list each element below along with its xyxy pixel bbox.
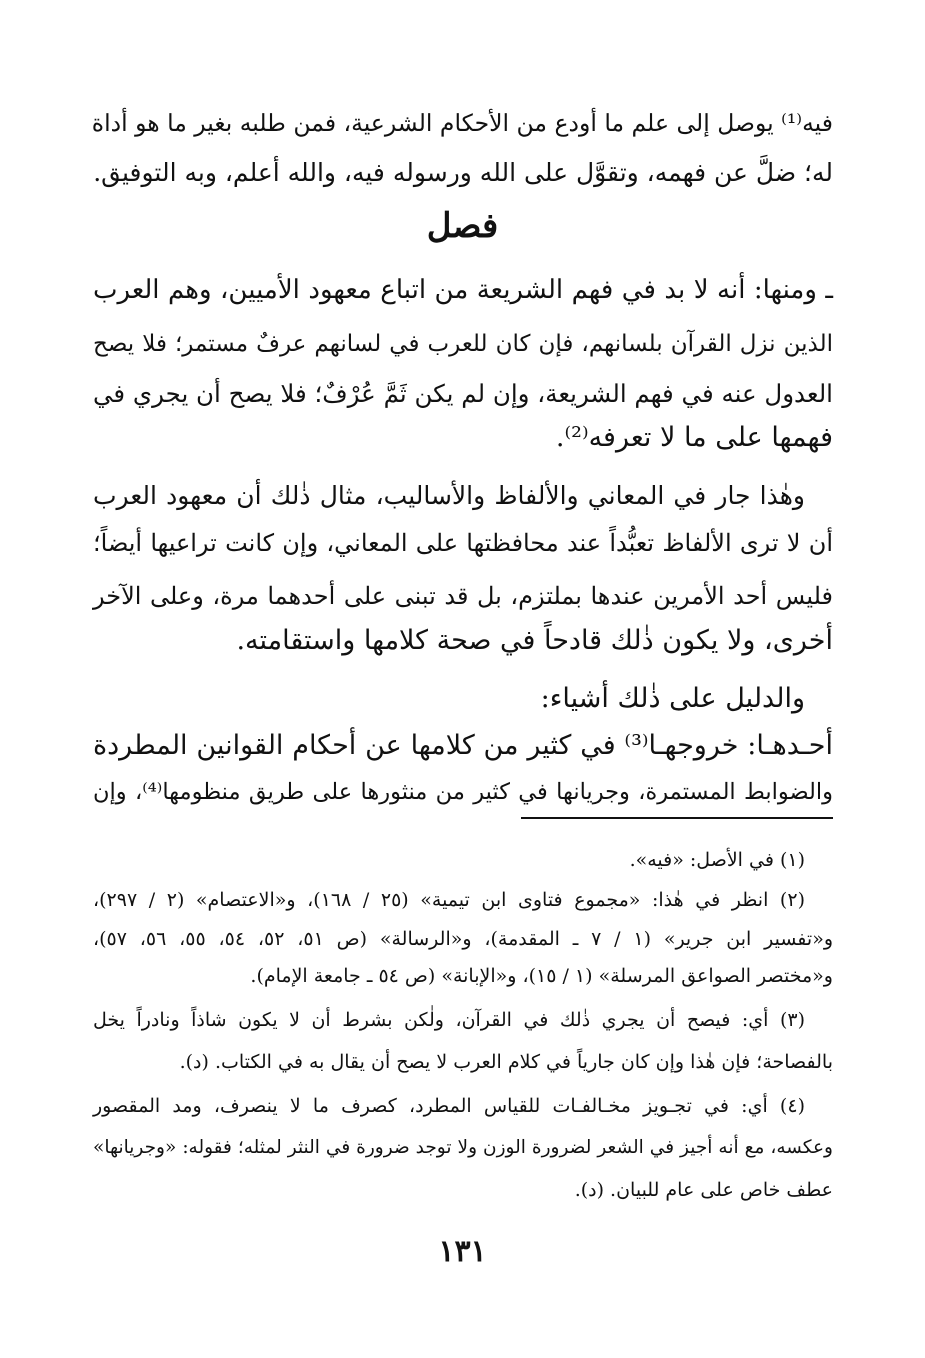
footnote-line: و«مختصر الصواعق المرسلة» (١ / ١٥)، و«الإبانة» (ص ٥٤ ـ جامعة الإمام).: [250, 965, 833, 987]
body-text-line: وهٰذا جار في المعاني والألفاظ والأساليب، مثال ذٰلك أن معهود العرب: [93, 481, 805, 510]
body-text-line: فليس أحد الأمرين عندها بملتزم، بل قد تبنى على أحدهما مرة، وعلى الآخر: [93, 582, 833, 610]
footnote-line: (١) في الأصل: «فيه».: [629, 849, 805, 871]
footnote-line: (٢) انظر في هٰذا: «مجموع فتاوى ابن تيمية» (٢٥ / ١٦٨)، و«الاعتصام» (٢ / ٢٩٧)،: [93, 889, 805, 911]
body-text-line: فيه⁽¹⁾ يوصل إلى علم ما أودع من الأحكام الشرعية، فمن طلبه بغير ما هو أداة: [91, 109, 833, 137]
footnote-line: (٤) أي: في تجـويز مخـالفـات للقياس المطرد، كصرف ما لا ينصرف، ومد المقصور: [93, 1095, 805, 1117]
body-text-line: فهمها على ما لا تعرفه⁽²⁾.: [555, 422, 833, 453]
body-text-line: الذين نزل القرآن بلسانهم، فإن كان للعرب في لسانهم عرفٌ مستمر؛ فلا يصح: [93, 331, 833, 357]
body-text-line: أخرى، ولا يكون ذٰلك قادحاً في صحة كلامها واستقامته.: [236, 625, 833, 656]
body-text-line: والدليل على ذٰلك أشياء:: [540, 683, 805, 714]
footnote-line: وعكسه، مع أنه أجيز في الشعر لضرورة الوزن ولا توجد ضرورة في النثر لمثله؛ فقوله: «وجريانها»: [93, 1137, 833, 1158]
body-text-line: ـ ومنها: أنه لا بد في فهم الشريعة من اتباع معهود الأميين، وهم العرب: [93, 275, 833, 305]
footnote-line: عطف خاص على عام للبيان. (د).: [574, 1179, 833, 1201]
body-text-line: أن لا ترى الألفاظ تعبُّداً عند محافظتها على المعاني، وإن كانت تراعيها أيضاً؛: [93, 529, 833, 557]
body-text-line: له؛ ضلَّ عن فهمه، وتقوَّل على الله ورسوله فيه، والله أعلم، وبه التوفيق.: [93, 158, 833, 187]
footnote-line: و«تفسير ابن جرير» (١ / ٧ ـ المقدمة)، و«الرسالة» (ص ٥١، ٥٢، ٥٤، ٥٥، ٥٦، ٥٧)،: [93, 928, 833, 950]
footnote-line: بالفصاحة؛ فإن هٰذا وإن كان جارياً في كلام العرب لا يصح أن يقال به في الكتاب. (د).: [179, 1051, 833, 1073]
body-text-line: العدول عنه في فهم الشريعة، وإن لم يكن ثَمَّ عُرْفٌ؛ فلا يصح أن يجري في: [93, 379, 833, 408]
body-text-line: والضوابط المستمرة، وجريانها في كثير من منثورها على طريق منظومها⁽⁴⁾، وإن: [93, 779, 833, 805]
body-text-line: أحـدهـا: خروجهـا⁽³⁾ في كثير من كلامها عن أحكام القوانين المطردة: [93, 730, 834, 761]
page-number: ١٣١: [438, 1234, 487, 1269]
section-heading: فصل: [426, 206, 499, 246]
footnote-separator: [521, 817, 833, 819]
footnote-line: (٣) أي: فيصح أن يجري ذٰلك في القرآن، ولٰكن بشرط أن لا يكون شاذاً ونادراً يخل: [93, 1009, 805, 1031]
